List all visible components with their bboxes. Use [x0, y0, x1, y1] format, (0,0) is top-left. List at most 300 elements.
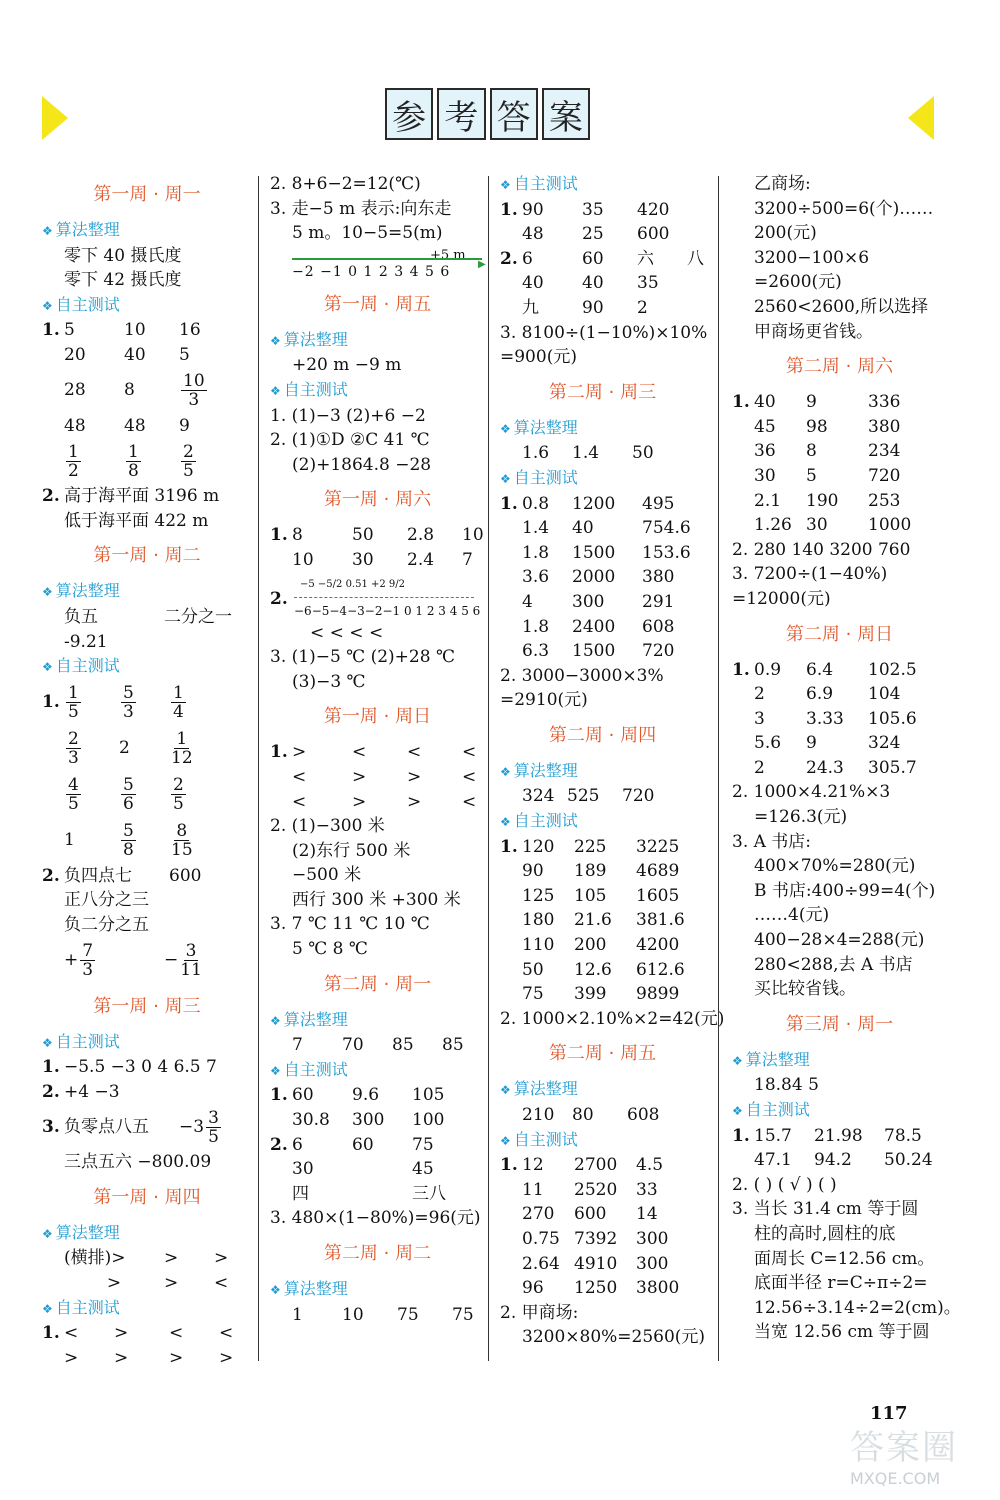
fraction — [66, 730, 81, 767]
answer-cell: > — [164, 1248, 179, 1269]
answer-row — [270, 1182, 485, 1207]
answer-column-2 — [270, 172, 485, 1327]
answer-cell: 1 — [64, 830, 75, 851]
section-label: ❖ 自主测试 — [42, 293, 252, 319]
answer-cell: 608 — [627, 1105, 660, 1125]
answer-row — [500, 590, 705, 615]
answer-line: 2. 280 140 3200 760 — [732, 539, 911, 560]
answer-cell: 1250 — [574, 1278, 618, 1299]
answer-cell: 4200 — [636, 935, 680, 956]
answer-column-3 — [500, 172, 725, 1350]
answer-line: 400−28×4=288(元) — [754, 930, 925, 951]
answer-row — [732, 1148, 947, 1173]
fraction — [180, 942, 202, 979]
answer-row — [42, 1104, 252, 1150]
section-label: ❖ 算法整理 — [270, 1277, 485, 1303]
answer-line: 3200÷500=6(个)…… — [754, 198, 934, 219]
answer-cell: 4 — [522, 591, 533, 612]
answer-cell: 50.24 — [884, 1150, 933, 1171]
question-number: 3. — [42, 1116, 60, 1137]
answer-line: 2. (1)①D ②C 41 ℃ — [270, 430, 430, 451]
answer-line: 零下 42 摄氏度 — [64, 270, 182, 291]
answer-cell: 30 — [352, 549, 374, 570]
answer-cell: 754.6 — [642, 518, 691, 539]
answer-cell: 305.7 — [868, 757, 917, 778]
answer-cell: 9 — [179, 415, 190, 436]
answer-cell: 300 — [636, 1253, 669, 1274]
answer-cell: 48 — [64, 415, 86, 436]
answer-cell: > — [407, 791, 422, 812]
answer-cell: 105 — [412, 1085, 445, 1106]
answer-cell: 2.64 — [522, 1253, 560, 1274]
column-divider — [718, 176, 719, 1361]
answer-cell: < — [219, 1323, 234, 1344]
answer-cell: 1.6 — [522, 443, 550, 464]
answer-line: 2. 3000−3000×3% — [500, 665, 664, 686]
question-number: 2. — [500, 248, 518, 269]
answer-line: 400×70%=280(元) — [754, 856, 916, 877]
numerator: 3 — [208, 1107, 219, 1128]
answer-cell: 12.6 — [574, 959, 612, 980]
fraction — [121, 776, 136, 813]
answer-line: 面周长 C=12.56 cm。 — [754, 1248, 935, 1269]
answer-line: 正八分之三 — [64, 890, 149, 911]
answer-cell: 45 — [754, 416, 776, 437]
answer-line: 零下 40 摄氏度 — [64, 245, 182, 266]
answer-row — [500, 1153, 705, 1178]
section-label: ❖ 算法整理 — [500, 759, 705, 785]
answer-cell: 75 — [452, 1304, 474, 1325]
numerator: 2 — [173, 775, 184, 796]
answer-cell: 324 — [522, 786, 555, 807]
answer-cell: 负零点八五 — [64, 1116, 149, 1137]
answer-line: 3. 480×(1−80%)=96(元) — [270, 1208, 481, 1229]
answer-cell: 6 — [522, 248, 533, 269]
answer-row — [732, 1124, 947, 1149]
answer-line: 3200−100×6 — [754, 247, 870, 268]
answer-cell: 96 — [522, 1278, 544, 1299]
answer-table — [500, 1153, 705, 1301]
fraction — [66, 776, 81, 813]
answer-cell: 45 — [412, 1159, 434, 1180]
answer-row — [500, 516, 705, 541]
answer-cell: 253 — [868, 490, 901, 511]
answer-row — [42, 1346, 252, 1371]
denominator: 5 — [68, 702, 79, 723]
answer-row — [500, 884, 705, 909]
answer-cell: 0.9 — [754, 659, 782, 680]
week-heading: 第二周 · 周二 — [323, 1243, 432, 1264]
answer-row — [42, 1055, 252, 1080]
numerator: 8 — [176, 821, 188, 842]
fraction — [171, 776, 186, 813]
answer-cell: 270 — [522, 1204, 555, 1225]
answer-cell: 40 — [572, 518, 594, 539]
watermark-logo: 答案圈 — [850, 1428, 958, 1468]
answer-row — [270, 1108, 485, 1133]
denominator: 8 — [123, 840, 134, 861]
answer-row — [42, 605, 252, 630]
answer-line: 3. A 书店: — [732, 831, 812, 852]
question-number: 1. — [42, 1323, 60, 1344]
week-heading: 第一周 · 周四 — [93, 1186, 201, 1208]
numerator: 2 — [68, 729, 79, 750]
week-heading: 第二周 · 周四 — [548, 724, 657, 746]
answer-cell: 75 — [397, 1304, 419, 1325]
answer-cell: 二分之一 — [164, 606, 232, 627]
answer-cell: 0.75 — [522, 1228, 560, 1249]
answer-cell: 50 — [352, 525, 374, 546]
answer-cell: 300 — [636, 1228, 669, 1249]
answer-row — [270, 548, 485, 573]
answer-cell: 94.2 — [814, 1150, 852, 1171]
answer-cell: 80 — [572, 1105, 594, 1125]
answer-cell: 600 — [169, 865, 202, 886]
week-heading: 第二周 · 周一 — [323, 973, 432, 995]
answer-table — [500, 492, 705, 664]
question-number: 1. — [270, 1085, 288, 1106]
answer-cell: 15.7 — [754, 1125, 792, 1146]
answer-cell: 9899 — [636, 984, 680, 1005]
numerator: 5 — [123, 821, 134, 842]
answer-cell: 120 — [522, 836, 555, 857]
answer-row — [500, 565, 705, 590]
answer-cell: 153.6 — [642, 542, 691, 563]
answer-cell: 25 — [582, 224, 604, 245]
answer-cell: 40 — [754, 392, 776, 413]
number-line: 2. −5 −5/2 0.51 +2 9/2 −6−5−4−3−2−1 0 1 2 3 4 5 6 — [270, 573, 485, 621]
answer-cell: 八 — [687, 248, 704, 269]
answer-line: 买比较省钱。 — [754, 979, 856, 1000]
answer-row — [42, 414, 252, 439]
answer-cell: 35 — [637, 273, 659, 294]
answer-cell: 2 — [754, 757, 765, 778]
answer-cell: 50 — [632, 443, 654, 464]
answer-row — [270, 523, 485, 548]
answer-cell: 600 — [574, 1204, 607, 1225]
answer-cell: < — [64, 1323, 79, 1344]
answer-row — [42, 484, 252, 509]
fraction — [66, 684, 81, 721]
answer-cell: 85 — [442, 1035, 464, 1056]
answer-line: 18.84 5 — [754, 1075, 819, 1096]
watermark — [850, 1420, 980, 1490]
sign: − — [164, 950, 179, 971]
answer-line: 2. (1)−300 米 — [270, 816, 385, 837]
answer-cell: 7392 — [574, 1228, 618, 1249]
page-number: 117 — [870, 1403, 908, 1424]
answer-cell: 35 — [582, 199, 604, 220]
answer-line: 1. (1)−3 (2)+6 −2 — [270, 405, 426, 426]
fraction — [121, 684, 136, 721]
page-title — [385, 88, 590, 140]
question-number: 1. — [500, 836, 518, 857]
answer-cell: 104 — [868, 684, 901, 705]
answer-cell: > — [164, 1273, 179, 1294]
numerator: 2 — [183, 441, 194, 462]
answer-cell: 210 — [522, 1105, 555, 1125]
answer-line: 乙商场: — [754, 174, 811, 194]
title-char: 案 — [542, 88, 590, 140]
numerator: 1 — [173, 683, 184, 704]
answer-row — [270, 740, 485, 765]
answer-cell: 30 — [292, 1159, 314, 1180]
numerator: 3 — [185, 941, 197, 961]
watermark-url: MXQE.COM — [850, 1469, 941, 1488]
answer-cell: 300 — [352, 1110, 385, 1131]
answer-row — [500, 835, 705, 860]
answer-cell: 九 — [522, 297, 539, 318]
answer-cell: 4.5 — [636, 1155, 664, 1176]
section-label: ❖ 自主测试 — [42, 1296, 252, 1322]
answer-cell: > — [352, 766, 367, 787]
answer-cell: 16 — [179, 320, 201, 341]
denominator: 5 — [173, 794, 184, 815]
section-label: ❖ 算法整理 — [500, 1077, 705, 1103]
numerator: 1 — [68, 683, 79, 704]
answer-row — [500, 784, 705, 809]
answer-cell: 48 — [522, 224, 544, 245]
answer-line: 5 m。10−5=5(m) — [292, 223, 443, 244]
answer-cell: 10 — [342, 1304, 364, 1325]
answer-line: 3. 7 ℃ 11 ℃ 10 ℃ — [270, 914, 430, 935]
answer-cell: 4689 — [636, 861, 680, 882]
section-label: ❖ 算法整理 — [42, 218, 252, 244]
fraction — [80, 942, 95, 979]
answer-cell: 21.6 — [574, 910, 612, 931]
answer-cell: (横排)> — [64, 1248, 126, 1269]
question-number: 1. — [500, 493, 518, 514]
answer-row — [500, 222, 705, 247]
answer-cell: 2700 — [574, 1155, 618, 1176]
answer-cell: 90 — [522, 199, 544, 220]
number-line-ticks: −6−5−4−3−2−1 0 1 2 3 4 5 6 — [294, 603, 481, 618]
answer-cell: 1.26 — [754, 515, 792, 536]
section-label: ❖ 算法整理 — [500, 416, 705, 442]
answer-cell: 33 — [636, 1179, 658, 1200]
answer-cell: 300 — [572, 591, 605, 612]
week-heading: 第一周 · 周六 — [323, 489, 432, 511]
question-number: 1. — [500, 199, 518, 220]
answer-row — [42, 772, 252, 818]
answer-table — [732, 390, 947, 538]
answer-cell: 9 — [806, 733, 817, 754]
denominator: 5 — [183, 460, 194, 481]
answer-row — [500, 541, 705, 566]
answer-cell: 105.6 — [868, 708, 917, 729]
answer-cell: 6.9 — [806, 684, 834, 705]
answer-cell: 高于海平面 3196 m — [64, 486, 220, 507]
answer-cell: 200 — [574, 935, 607, 956]
denominator: 11 — [180, 960, 202, 980]
denominator: 5 — [208, 1126, 219, 1147]
week-heading: 第一周 · 周五 — [323, 293, 432, 315]
section-label: ❖ 自主测试 — [500, 172, 705, 198]
answer-line: (3)−3 ℃ — [292, 671, 366, 692]
week-heading: 第一周 · 周三 — [93, 995, 201, 1017]
fraction — [126, 443, 141, 480]
answer-line: 200(元) — [754, 223, 817, 244]
answer-cell: < — [407, 742, 422, 763]
answer-cell: 190 — [806, 490, 839, 511]
answer-cell: 380 — [642, 567, 675, 588]
fraction — [121, 822, 136, 859]
question-number: 2. — [270, 1134, 288, 1155]
denominator: 6 — [123, 794, 134, 815]
answer-cell: 3 — [754, 708, 765, 729]
answer-line: 3. 8100÷(1−10%)×10% — [500, 322, 708, 343]
denominator: 4 — [173, 702, 184, 723]
answer-cell: 六 — [637, 248, 654, 269]
answer-row — [500, 296, 705, 321]
answer-cell: < — [292, 791, 307, 812]
answer-cell: 2.1 — [754, 490, 782, 511]
answer-cell: 381.6 — [636, 910, 685, 931]
answer-cell: 380 — [868, 416, 901, 437]
answer-row — [270, 1303, 485, 1328]
answer-cell: > — [214, 1248, 229, 1269]
answer-cell: 5 — [64, 320, 75, 341]
answer-row — [500, 271, 705, 296]
answer-line: 3. (1)−5 ℃ (2)+28 ℃ — [270, 647, 455, 668]
answer-cell: +4 −3 — [64, 1081, 120, 1102]
answer-cell: −3 — [179, 1116, 205, 1137]
answer-cell: 5 — [806, 465, 817, 486]
question-number: 1. — [42, 1057, 60, 1078]
answer-line: =2600(元) — [754, 272, 842, 293]
answer-cell: 324 — [868, 733, 901, 754]
answer-row — [500, 1178, 705, 1203]
answer-cell: 90 — [522, 861, 544, 882]
section-label: ❖ 算法整理 — [42, 579, 252, 605]
answer-line: 3. 7200÷(1−40%) — [732, 564, 888, 585]
answer-cell: 225 — [574, 836, 607, 857]
answer-cell: 三八 — [412, 1183, 446, 1204]
answer-cell: 85 — [392, 1035, 414, 1056]
answer-cell: 1.8 — [522, 616, 550, 637]
answer-cell: > — [106, 1273, 122, 1294]
answer-row — [270, 1133, 485, 1158]
answer-cell: 234 — [868, 441, 901, 462]
answer-table — [732, 658, 947, 781]
answer-row — [732, 439, 947, 464]
denominator: 12 — [171, 748, 193, 769]
week-heading: 第二周 · 周五 — [548, 1043, 657, 1065]
section-label: ❖ 算法整理 — [732, 1048, 947, 1074]
answer-row — [500, 958, 705, 983]
week-heading: 第一周 · 周二 — [93, 545, 201, 567]
answer-row — [42, 343, 252, 368]
answer-cell: 6.3 — [522, 641, 550, 662]
week-heading: 第一周 · 周日 — [323, 706, 432, 728]
answer-cell: 3.33 — [806, 708, 844, 729]
answer-line: =126.3(元) — [754, 807, 848, 828]
answer-cell: 10 — [292, 549, 314, 570]
answer-cell: 2 — [637, 297, 648, 318]
answer-cell: > — [114, 1347, 129, 1368]
week-heading: 第二周 · 周三 — [548, 381, 657, 403]
answer-cell: 28 — [64, 380, 86, 401]
answer-cell: 24.3 — [806, 757, 844, 778]
numerator: 10 — [183, 371, 205, 392]
answer-cell: < — [292, 766, 307, 787]
answer-cell: 30 — [806, 515, 828, 536]
answer-row — [42, 1321, 252, 1346]
answer-cell: > — [352, 791, 367, 812]
answer-line: 2. 1000×2.10%×2=42(元) — [500, 1008, 725, 1029]
answer-cell: 30.8 — [292, 1110, 330, 1131]
answer-cell: 608 — [642, 616, 675, 637]
number-line-label: +5 m — [430, 247, 466, 263]
answer-cell: 2 — [119, 738, 130, 759]
answer-column-4 — [732, 172, 961, 1345]
answer-cell: 3225 — [636, 836, 680, 857]
answer-cell: 9 — [806, 392, 817, 413]
answer-cell: 720 — [622, 786, 655, 807]
answer-row — [42, 1080, 252, 1105]
answer-line: =12000(元) — [732, 588, 831, 609]
fraction — [171, 684, 186, 721]
answer-row — [500, 1202, 705, 1227]
answer-row — [42, 1271, 252, 1296]
answer-cell: 12 — [522, 1155, 544, 1176]
denominator: 8 — [128, 460, 139, 481]
fraction — [171, 730, 193, 767]
answer-cell: 11 — [522, 1179, 544, 1200]
answer-cell: 47.1 — [754, 1150, 792, 1171]
right-yellow-triangle — [908, 96, 934, 140]
answer-cell: 7 — [292, 1035, 303, 1056]
section-label: ❖ 自主测试 — [500, 1128, 705, 1154]
answer-row — [500, 908, 705, 933]
answer-line: 西行 300 米 +300 米 — [292, 889, 461, 910]
answer-line: 2. 1000×4.21%×3 — [732, 782, 891, 803]
answer-row — [42, 318, 252, 343]
answer-cell: 90 — [582, 297, 604, 318]
title-char: 答 — [490, 88, 538, 140]
numerator: 1 — [176, 729, 188, 750]
fraction — [206, 1109, 221, 1146]
answer-line: 2. 8+6−2=12(℃) — [270, 174, 421, 194]
answer-cell: 48 — [124, 415, 146, 436]
question-number: 2. — [42, 865, 60, 886]
answer-cell: 2520 — [574, 1179, 618, 1200]
answer-column-1 — [42, 172, 252, 1370]
answer-cell: > — [64, 1347, 79, 1368]
answer-row — [42, 818, 252, 864]
answer-row — [500, 1252, 705, 1277]
answer-line: 3200×80%=2560(元) — [522, 1327, 706, 1348]
answer-row — [500, 1276, 705, 1301]
answer-cell: 20 — [64, 344, 86, 365]
title-char: 考 — [437, 88, 485, 140]
answer-cell: 525 — [567, 786, 600, 807]
denominator: 3 — [68, 748, 79, 769]
answer-cell: 180 — [522, 910, 555, 931]
question-number: 1. — [732, 1125, 750, 1146]
answer-line: 底面半径 r=C÷π÷2= — [754, 1273, 928, 1294]
answer-cell: 291 — [642, 591, 675, 612]
fraction — [66, 443, 81, 480]
fraction — [181, 372, 207, 409]
answer-row — [500, 492, 705, 517]
answer-cell: 1.8 — [522, 542, 550, 563]
section-label: ❖ 自主测试 — [732, 1098, 947, 1124]
section-label: ❖ 算法整理 — [42, 1221, 252, 1247]
question-number: 1. — [42, 320, 60, 341]
numerator: 1 — [68, 441, 79, 462]
answer-row — [42, 368, 252, 414]
